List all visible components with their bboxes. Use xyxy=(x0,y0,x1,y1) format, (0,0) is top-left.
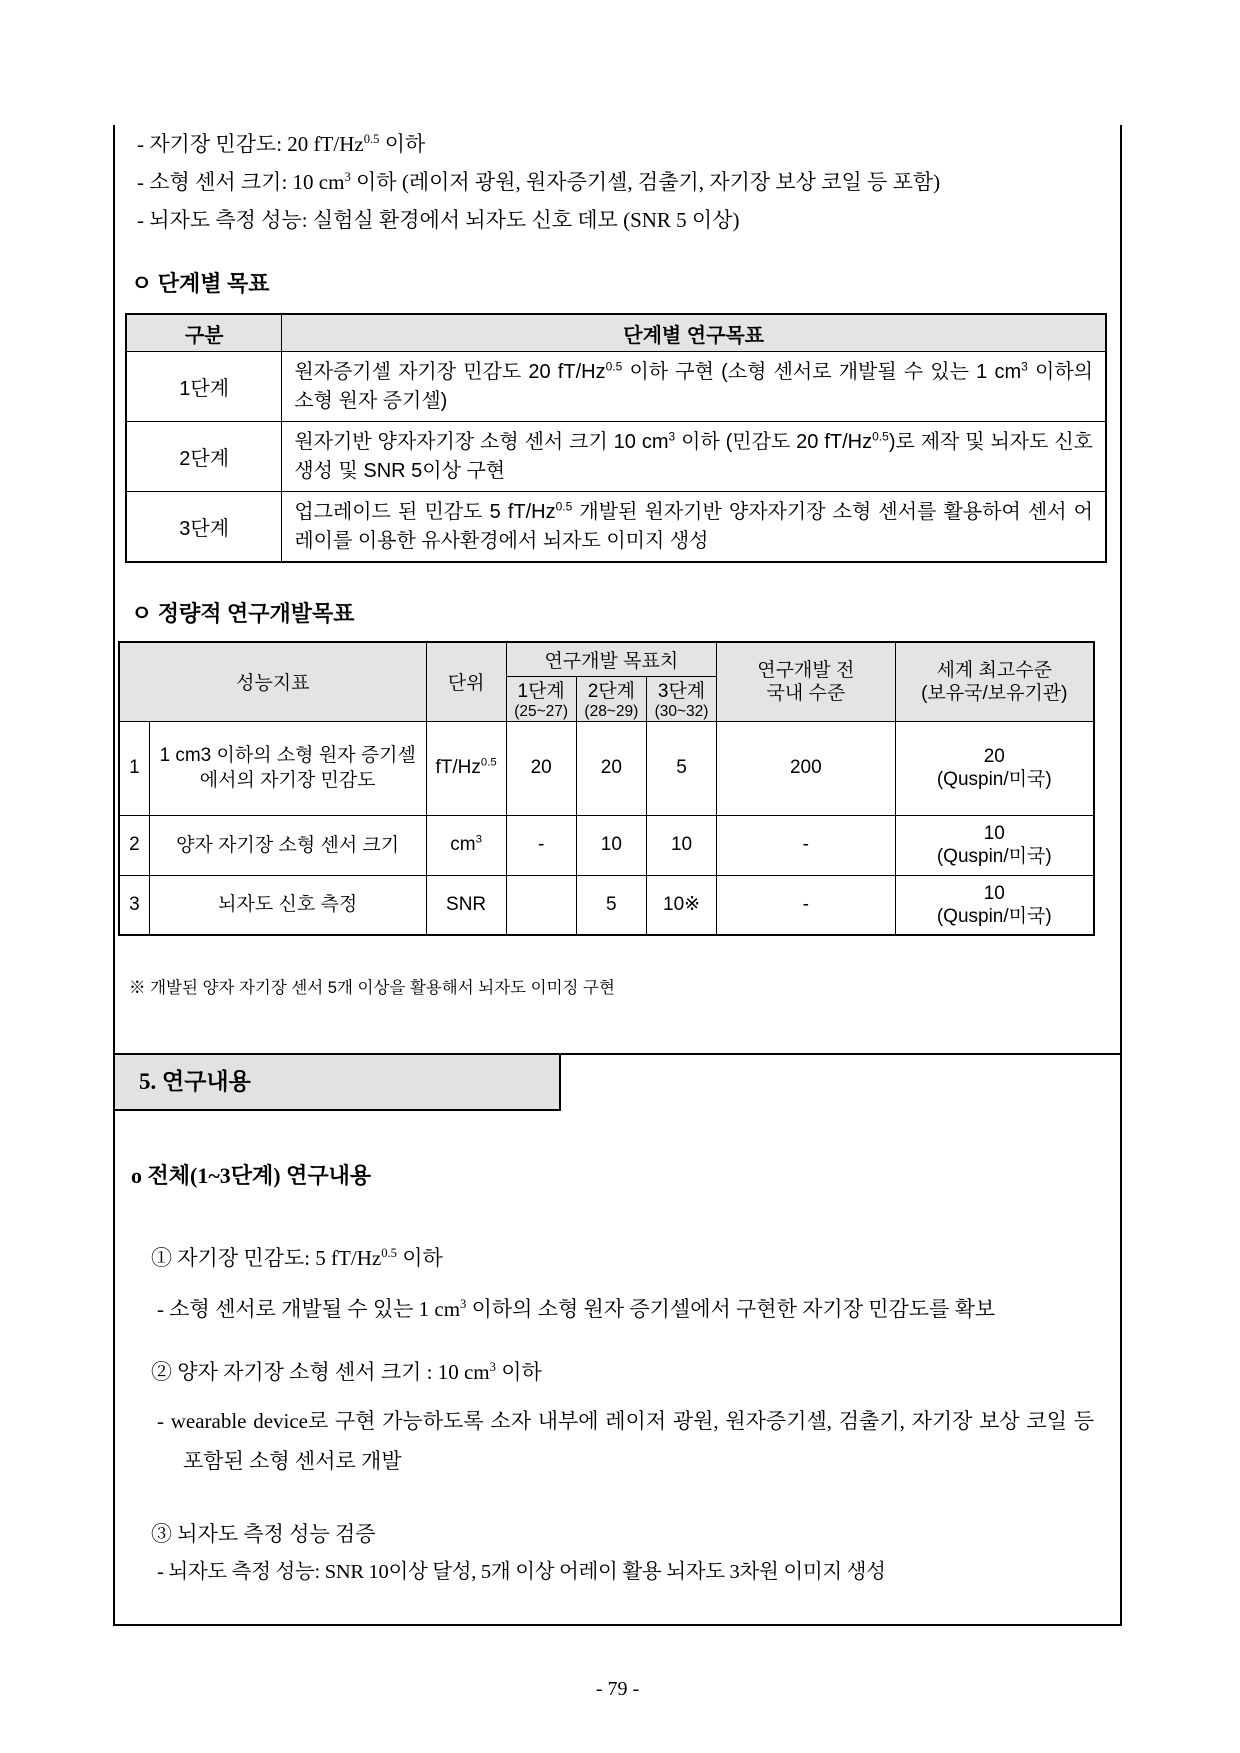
indicator-column-header: 성능지표 xyxy=(119,642,426,721)
world-org: (Quspin/미국) xyxy=(936,769,1052,790)
world-org: (Quspin/미국) xyxy=(936,905,1052,927)
top-frame xyxy=(113,125,1122,1055)
stage1-value-cell: - xyxy=(506,815,576,875)
table-row xyxy=(119,875,1094,935)
world-value-cell xyxy=(895,815,1094,875)
unit-cell: $cm^3$ xyxy=(426,815,506,875)
intro-bullet: - 소형 센서 크기: 10 $cm^3$ 이하 (레이저 광원, 원자증기셀, 검출기, 자기장 보상 코일 등 포함) xyxy=(137,170,941,194)
world-value: 10 xyxy=(983,882,1005,904)
stage-cell: 2단계 xyxy=(126,422,282,492)
goal-cell: 원자기반 양자자기장 소형 센서 크기 10 $cm^3$ 이하 (민감도 20 $fT/Hz^{0.5}$)로 제작 및 뇌자도 신호 생성 및 SNR 5이상 구현 xyxy=(282,422,1106,492)
world-value-cell xyxy=(895,875,1094,935)
table-row xyxy=(126,492,1106,563)
goal-cell: 원자증기셀 자기장 민감도 20 $fT/Hz^{0.5}$ 이하 구현 (소형 센서로 개발될 수 있는 1 $cm^3$ 이하의 소형 원자 증기셀) xyxy=(282,352,1106,422)
world-value: 20 xyxy=(983,746,1005,767)
stage1-years: (25~27) xyxy=(514,702,569,720)
stage2-value-cell: 10 xyxy=(576,815,646,875)
row-number-cell: 1 xyxy=(119,721,149,815)
stage-goals-table xyxy=(125,313,1107,563)
item-title-text: 양자 자기장 소형 센서 크기 : 10 $cm^3$ 이하 xyxy=(177,1360,542,1384)
quant-goals-heading: ㅇ 정량적 연구개발목표 xyxy=(131,601,355,626)
unit-column-header: 단위 xyxy=(426,642,506,721)
domestic-value-cell: - xyxy=(717,815,895,875)
goal-column-header: 단계별 연구목표 xyxy=(282,314,1106,352)
world-header-line2: (보유국/보유기관) xyxy=(921,682,1068,704)
stage2-label: 2단계 xyxy=(587,680,635,702)
stage3-value-cell: 5 xyxy=(646,721,716,815)
quant-goals-table xyxy=(118,641,1095,936)
table-row xyxy=(126,422,1106,492)
stage-goals-heading: ㅇ 단계별 목표 xyxy=(131,271,270,296)
section5-content xyxy=(115,1161,1120,1587)
research-item-title xyxy=(151,1243,1098,1273)
section5-header: 5. 연구내용 xyxy=(113,1053,561,1111)
stage2-years: (28~29) xyxy=(584,702,639,720)
stage3-value-cell: 10 xyxy=(646,815,716,875)
world-value-cell xyxy=(895,721,1094,815)
research-item-bullet: - 소형 센서로 개발될 수 있는 1 $cm^3$ 이하의 소형 원자 증기셀에서 구현한 자기장 민감도를 확보 xyxy=(157,1297,996,1321)
domestic-value-cell: 200 xyxy=(717,721,895,815)
table-header-row xyxy=(119,642,1094,676)
world-value: 10 xyxy=(983,823,1005,844)
stage2-column-header xyxy=(576,676,646,721)
intro-bullet: - 자기장 민감도: 20 $fT/Hz^{0.5}$ 이하 xyxy=(137,132,426,156)
stage1-value-cell xyxy=(506,875,576,935)
stage3-label: 3단계 xyxy=(657,680,706,702)
stage-cell: 1단계 xyxy=(126,352,282,422)
targets-column-header: 연구개발 목표치 xyxy=(506,642,717,676)
stage3-years: (30~32) xyxy=(654,702,709,720)
stage3-value-cell: 10※ xyxy=(646,875,716,935)
indicator-cell: 양자 자기장 소형 센서 크기 xyxy=(149,815,426,875)
intro-bullet: - 뇌자도 측정 성능: 실험실 환경에서 뇌자도 신호 데모 (SNR 5 이상) xyxy=(137,208,740,232)
table-header-row xyxy=(126,314,1106,352)
world-best-header xyxy=(895,642,1094,721)
table-row xyxy=(126,352,1106,422)
stage2-value-cell: 5 xyxy=(576,875,646,935)
stage1-column-header xyxy=(506,676,576,721)
item-marker: ② xyxy=(151,1360,172,1384)
research-item-bullet: - 뇌자도 측정 성능: SNR 10이상 달성, 5개 이상 어레이 활용 뇌자도 3차원 이미지 생성 xyxy=(157,1561,886,1583)
stage1-value-cell: 20 xyxy=(506,721,576,815)
domestic-level-header xyxy=(717,642,895,721)
indicator-cell: 뇌자도 신호 측정 xyxy=(149,875,426,935)
table-footnote: ※ 개발된 양자 자기장 센서 5개 이상을 활용해서 뇌자도 이미징 구현 xyxy=(129,979,615,997)
stage-column-header: 구분 xyxy=(126,314,282,352)
goal-cell: 업그레이드 된 민감도 5 $fT/Hz^{0.5}$ 개발된 원자기반 양자자기장 소형 센서를 활용하여 센서 어레이를 이용한 유사환경에서 뇌자도 이미지 생성 xyxy=(282,492,1106,563)
unit-cell: SNR xyxy=(426,875,506,935)
stage2-value-cell: 20 xyxy=(576,721,646,815)
domestic-header-line2: 국내 수준 xyxy=(766,682,846,704)
research-item-title xyxy=(151,1519,1098,1549)
page-number: - 79 - xyxy=(595,1678,640,1700)
item-marker: ③ xyxy=(151,1522,172,1546)
world-header-line1: 세계 최고수준 xyxy=(936,659,1052,681)
domestic-value-cell: - xyxy=(717,875,895,935)
indicator-cell: 1 cm3 이하의 소형 원자 증기셀에서의 자기장 민감도 xyxy=(149,721,426,815)
page-footer xyxy=(113,1678,1122,1701)
world-org: (Quspin/미국) xyxy=(936,846,1052,867)
overall-research-heading: o 전체(1~3단계) 연구내용 xyxy=(131,1163,372,1188)
stage3-column-header xyxy=(646,676,716,721)
item-marker: ① xyxy=(151,1246,172,1270)
unit-cell: $fT/Hz^{0.5}$ xyxy=(426,721,506,815)
domestic-header-line1: 연구개발 전 xyxy=(757,659,855,681)
top-frame-content xyxy=(115,125,1120,998)
table-row xyxy=(119,815,1094,875)
section5-frame xyxy=(113,1053,1122,1626)
item-title-text: 자기장 민감도: 5 $fT/Hz^{0.5}$ 이하 xyxy=(177,1246,443,1270)
research-item-bullet: - wearable device로 구현 가능하도록 소자 내부에 레이저 광원, 원자증기셀, 검출기, 자기장 보상 코일 등 포함된 소형 센서로 개발 xyxy=(157,1409,1094,1473)
row-number-cell: 2 xyxy=(119,815,149,875)
stage-cell: 3단계 xyxy=(126,492,282,563)
table-row xyxy=(119,721,1094,815)
stage1-label: 1단계 xyxy=(517,680,565,702)
item-title-text: 뇌자도 측정 성능 검증 xyxy=(177,1522,376,1546)
research-item-title xyxy=(151,1357,1098,1387)
row-number-cell: 3 xyxy=(119,875,149,935)
